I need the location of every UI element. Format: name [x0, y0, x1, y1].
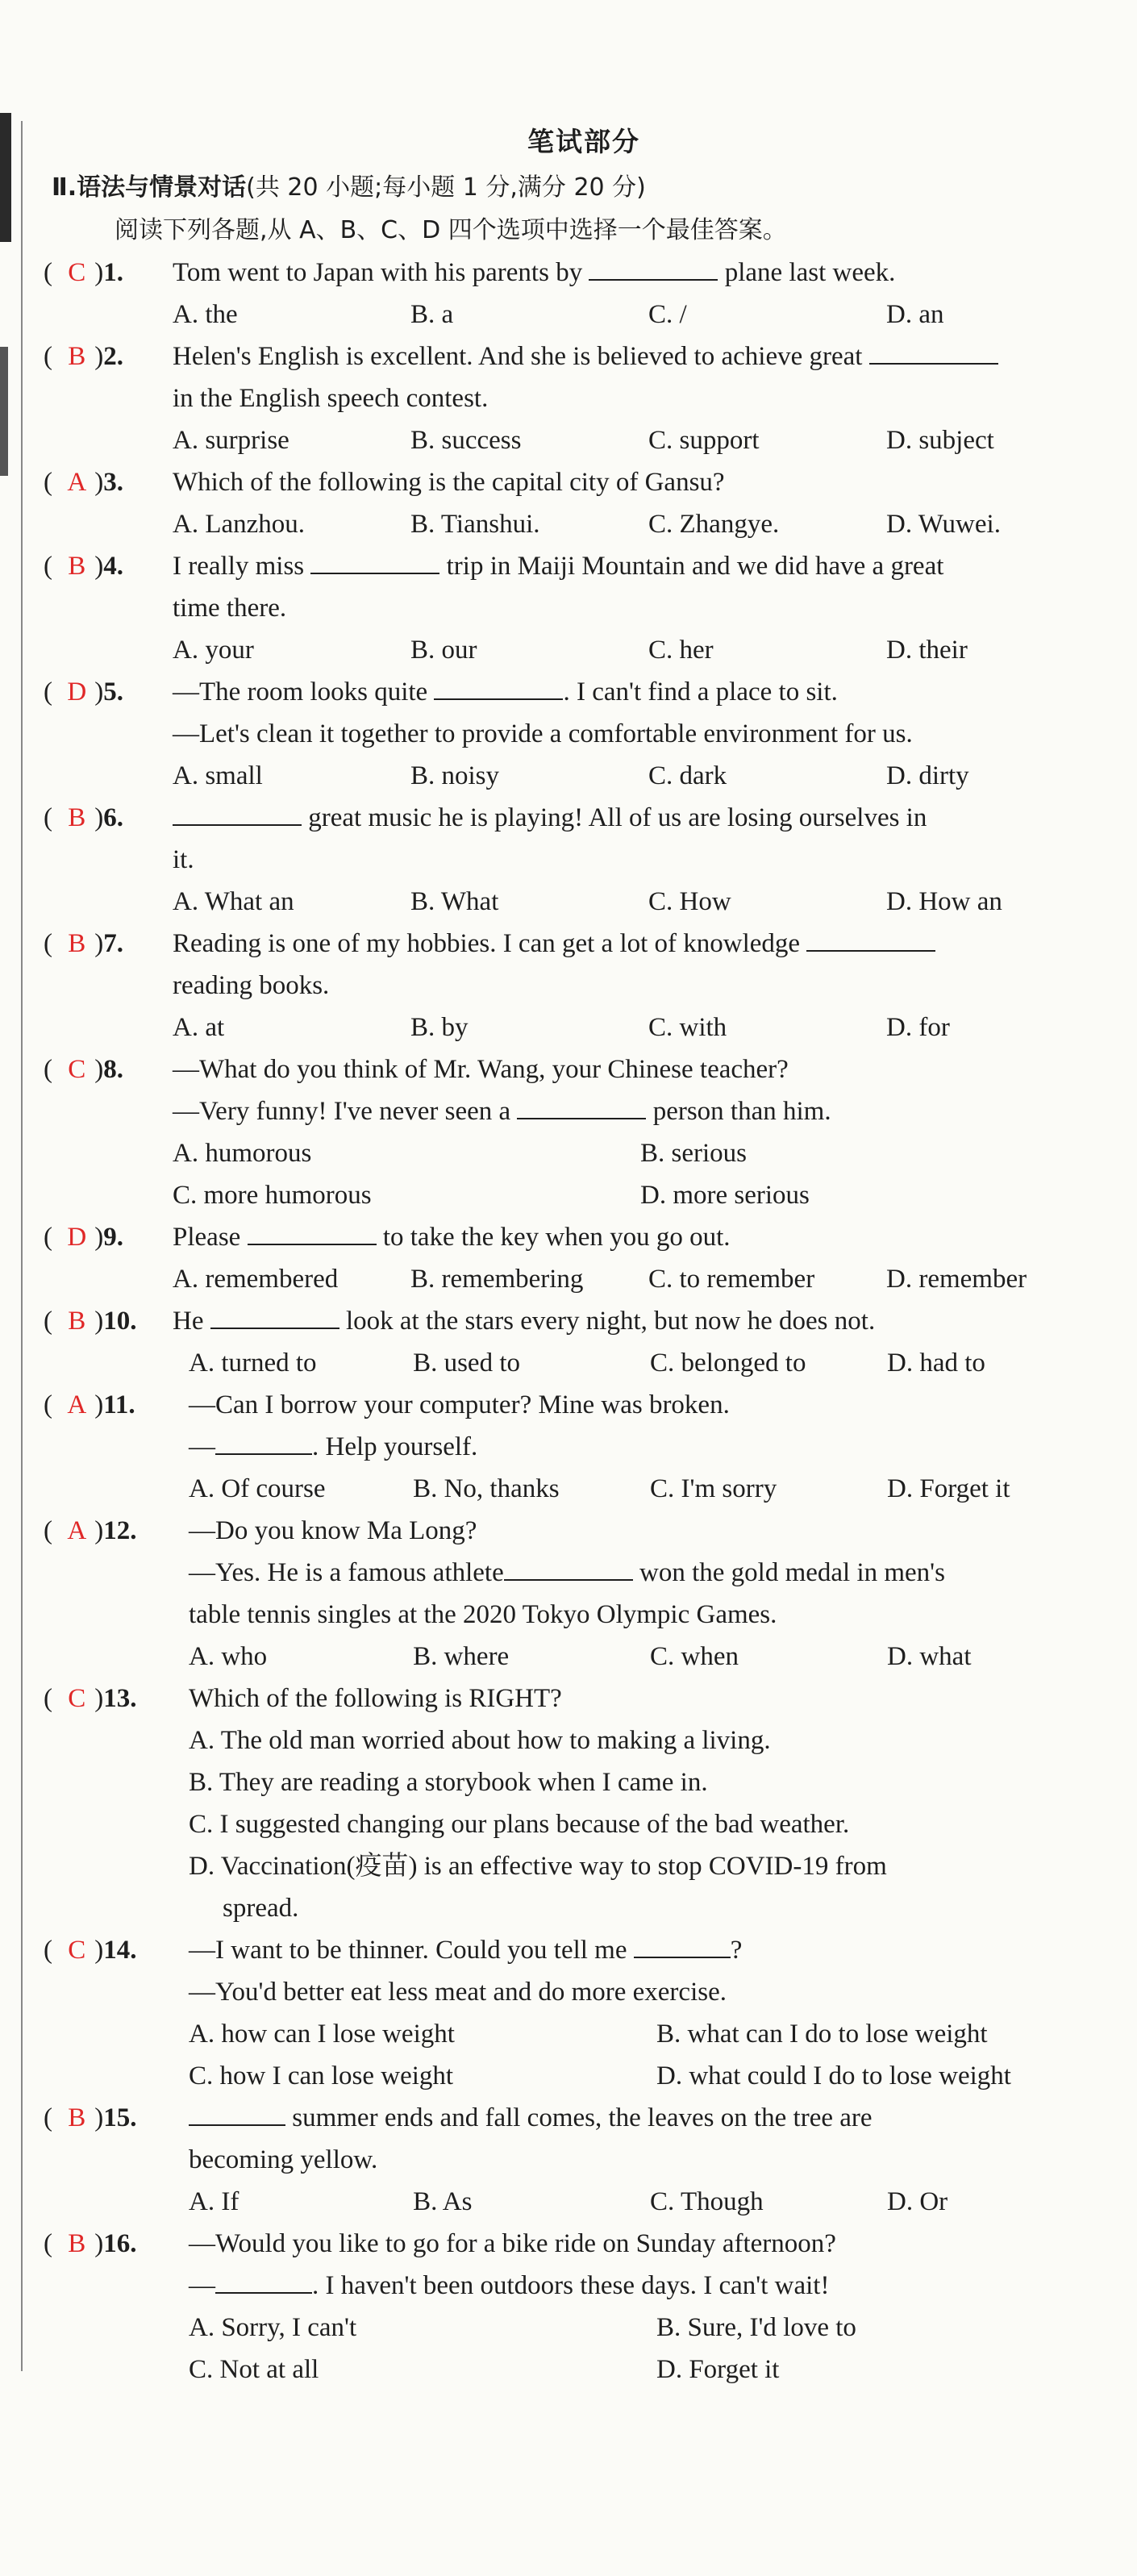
question-number: 10. [103, 1307, 137, 1336]
option: A. the [173, 300, 238, 329]
option: C. support [648, 426, 760, 455]
options [173, 503, 1124, 545]
answer-blank [210, 1303, 339, 1329]
option: C. Though [650, 2187, 764, 2216]
question-stem: He look at the stars every night, but now he does not. [173, 1300, 1124, 1342]
options [189, 2349, 1124, 2391]
options [173, 629, 1124, 671]
option: D. for [886, 1013, 950, 1042]
question-stem: —The room looks quite . I can't find a place to sit. [173, 671, 1124, 713]
question: ( B )2. Helen's English is excellent. And she is believed to achieve great in the English speech contest. A. surprise B. success C. support D. subject [44, 336, 1124, 461]
option: C. dark [648, 761, 727, 790]
answer-blank [504, 1555, 633, 1581]
question-stem: —I want to be thinner. Could you tell me ? [189, 1929, 1124, 1971]
answer-blank [517, 1094, 646, 1119]
question-number: 12. [103, 1516, 137, 1545]
section-note: (共 20 小题;每小题 1 分,满分 20 分) [246, 173, 646, 202]
question-number: 2. [103, 342, 123, 371]
option: A. The old man worried about how to making a living. [189, 1726, 771, 1755]
option: D. an [886, 300, 944, 329]
options [173, 1007, 1124, 1048]
answer-mark: B [68, 1307, 86, 1336]
question-number: 1. [103, 258, 123, 287]
option: D. their [886, 636, 968, 665]
question-stem: summer ends and fall comes, the leaves on the tree are [189, 2097, 1124, 2139]
option: D. subject [886, 426, 994, 455]
question-number: 9. [103, 1223, 123, 1252]
options [173, 881, 1124, 923]
answer-mark: B [68, 2103, 86, 2132]
question-stem: —What do you think of Mr. Wang, your Chinese teacher? [173, 1055, 789, 1084]
answer-mark: C [68, 258, 86, 287]
option: B. remembering [410, 1265, 584, 1294]
answer-mark: D [67, 1223, 87, 1252]
option: B. noisy [410, 761, 500, 790]
option: C. belonged to [650, 1348, 806, 1378]
binding-mark [0, 113, 11, 242]
answer-blank [248, 1219, 377, 1245]
binding-mark [0, 347, 8, 476]
question-stem: reading books. [173, 971, 330, 1000]
option: D. dirty [886, 761, 969, 790]
question-number: 14. [103, 1936, 137, 1965]
answer-mark: C [68, 1684, 86, 1713]
option: A. small [173, 761, 263, 790]
question-stem: —Yes. He is a famous athlete won the gold medal in men's [189, 1552, 1124, 1594]
page-title: 笔试部分 [527, 126, 640, 157]
question-stem: —Let's clean it together to provide a comfortable environment for us. [173, 719, 913, 748]
margin-rule [21, 121, 23, 2371]
options [173, 419, 1124, 461]
answer-mark: B [68, 929, 86, 958]
options [189, 1636, 1124, 1678]
instructions: 阅读下列各题,从 A、B、C、D 四个选项中选择一个最佳答案。 [115, 216, 787, 244]
question: ( C )13. Which of the following is RIGHT? A. The old man worried about how to making a living. B. They are reading a storybook when I came in. C. I suggested changing our plans because of the bad weather. D. Vaccination(疫苗) is an effective way to stop COVID-19 from spread. [44, 1678, 1124, 1929]
option: D. Vaccination(疫苗) is an effective way to stop COVID-19 from [189, 1852, 887, 1881]
options [173, 1258, 1124, 1300]
option: D. remember [886, 1265, 1027, 1294]
option: D. had to [887, 1348, 985, 1378]
answer-mark: A [67, 468, 87, 497]
question-stem: Reading is one of my hobbies. I can get a lot of knowledge [173, 923, 1124, 965]
option: B. a [410, 300, 454, 329]
option: A. Lanzhou. [173, 510, 306, 539]
option: A. turned to [189, 1348, 317, 1378]
answer-mark: B [68, 803, 86, 832]
answer-blank [634, 1932, 731, 1958]
question-stem: great music he is playing! All of us are losing ourselves in [173, 797, 1124, 839]
option: B. As [413, 2187, 473, 2216]
question-stem: Which of the following is RIGHT? [189, 1684, 562, 1713]
options [173, 1132, 1124, 1174]
question-stem: it. [173, 845, 194, 874]
option: D. How an [886, 887, 1002, 916]
option: C. Zhangye. [648, 510, 780, 539]
option: A. surprise [173, 426, 289, 455]
option: A. Of course [189, 1474, 326, 1503]
question-stem: Please to take the key when you go out. [173, 1216, 1124, 1258]
option: B. serious [640, 1139, 747, 1168]
answer-blank [869, 339, 998, 365]
question: ( C )8. —What do you think of Mr. Wang, your Chinese teacher? —Very funny! I've never seen a person than him. A. humorous B. serious C. more humorous D. more serious [44, 1048, 1124, 1216]
question: ( B )6. great music he is playing! All of us are losing ourselves in it. A. What an B. What C. How D. How an [44, 797, 1124, 923]
answer-blank [173, 800, 302, 826]
question: ( D )5. —The room looks quite . I can't find a place to sit. —Let's clean it together to provide a comfortable environment for us. A. small B. noisy C. dark D. dirty [44, 671, 1124, 797]
question: ( B )15. summer ends and fall comes, the leaves on the tree are becoming yellow. A. If B. As C. Though D. Or [44, 2097, 1124, 2223]
option: A. What an [173, 887, 294, 916]
option: C. Not at all [189, 2355, 319, 2384]
question-list [44, 252, 1124, 2391]
option: A. If [189, 2187, 239, 2216]
option: spread. [223, 1894, 299, 1923]
question-number: 15. [103, 2103, 137, 2132]
question-stem: —Do you know Ma Long? [189, 1516, 477, 1545]
answer-mark: A [67, 1516, 87, 1545]
question-stem: Which of the following is the capital city of Gansu? [173, 468, 725, 497]
answer-blank [310, 548, 439, 574]
option: B. Sure, I'd love to [656, 2313, 856, 2342]
question-number: 8. [103, 1055, 123, 1084]
question-stem: Helen's English is excellent. And she is believed to achieve great [173, 336, 1124, 377]
option: B. where [413, 1642, 510, 1671]
answer-blank [215, 2268, 312, 2294]
question-stem: I really miss trip in Maiji Mountain and we did have a great [173, 545, 1124, 587]
options [189, 2181, 1124, 2223]
answer-mark: A [67, 1390, 87, 1419]
question: ( A )11. —Can I borrow your computer? Mine was broken. — . Help yourself. A. Of course B. No, thanks C. I'm sorry D. Forget it [44, 1384, 1124, 1510]
option: C. her [648, 636, 714, 665]
answer-mark: B [68, 2229, 86, 2258]
option: B. success [410, 426, 522, 455]
option: C. / [648, 300, 687, 329]
option: B. by [410, 1013, 469, 1042]
question-stem: becoming yellow. [189, 2145, 378, 2174]
question-number: 11. [103, 1390, 135, 1419]
question: ( A )12. —Do you know Ma Long? —Yes. He is a famous athlete won the gold medal in men's table tennis singles at the 2020 Tokyo Olympic Games. A. who B. where C. when D. what [44, 1510, 1124, 1678]
question-number: 7. [103, 929, 123, 958]
option: D. what [887, 1642, 972, 1671]
question: ( B )7. Reading is one of my hobbies. I can get a lot of knowledge reading books. A. at B. by C. with D. for [44, 923, 1124, 1048]
answer-mark: C [68, 1936, 86, 1965]
question: ( B )4. I really miss trip in Maiji Mountain and we did have a great time there. A. your B. our C. her D. their [44, 545, 1124, 671]
question-number: 6. [103, 803, 123, 832]
section-title: Ⅱ.语法与情景对话 [52, 173, 247, 202]
option: B. What [410, 887, 499, 916]
options [189, 1468, 1124, 1510]
options [189, 1342, 1124, 1384]
option: A. humorous [173, 1139, 312, 1168]
question-stem: time there. [173, 594, 287, 623]
option: C. more humorous [173, 1181, 372, 1210]
options [173, 755, 1124, 797]
option: C. to remember [648, 1265, 815, 1294]
options [189, 2013, 1124, 2055]
option: B. No, thanks [413, 1474, 560, 1503]
question-stem: in the English speech contest. [173, 384, 489, 413]
answer-blank [434, 674, 563, 700]
question-stem: —Can I borrow your computer? Mine was broken. [189, 1390, 730, 1419]
question-stem: —You'd better eat less meat and do more exercise. [189, 1978, 727, 2007]
answer-blank [806, 926, 935, 952]
question: ( B )16. —Would you like to go for a bike ride on Sunday afternoon? — . I haven't been outdoors these days. I can't wait! A. Sorry, I can't B. Sure, I'd love to C. Not at all D. Forget it [44, 2223, 1124, 2391]
answer-blank [215, 1429, 312, 1455]
option: B. They are reading a storybook when I came in. [189, 1768, 708, 1797]
option: D. Forget it [656, 2355, 780, 2384]
question-number: 3. [103, 468, 123, 497]
option: A. who [189, 1642, 268, 1671]
question-number: 5. [103, 677, 123, 707]
option: C. How [648, 887, 731, 916]
answer-mark: B [68, 552, 86, 581]
question: ( C )1. Tom went to Japan with his parents by plane last week. A. the B. a C. / D. an [44, 252, 1124, 336]
option: D. more serious [640, 1181, 810, 1210]
option: A. Sorry, I can't [189, 2313, 357, 2342]
option: C. how I can lose weight [189, 2061, 454, 2090]
option: A. your [173, 636, 254, 665]
option: B. what can I do to lose weight [656, 2020, 988, 2049]
option: D. what could I do to lose weight [656, 2061, 1011, 2090]
options [173, 1174, 1124, 1216]
option: A. at [173, 1013, 225, 1042]
question: ( C )14. —I want to be thinner. Could you tell me ? —You'd better eat less meat and do more exercise. A. how can I lose weight B. what can I do to lose weight C. how I can lose weight D. what could I do to lose weight [44, 1929, 1124, 2097]
answer-mark: D [67, 677, 87, 707]
option: B. Tianshui. [410, 510, 540, 539]
option: C. when [650, 1642, 739, 1671]
question-stem: Tom went to Japan with his parents by plane last week. [173, 252, 1124, 294]
question-stem: table tennis singles at the 2020 Tokyo Olympic Games. [189, 1600, 777, 1629]
section-heading [52, 167, 646, 202]
option: A. remembered [173, 1265, 339, 1294]
option: D. Forget it [887, 1474, 1010, 1503]
options [173, 294, 1124, 336]
question-stem: —Very funny! I've never seen a person than him. [173, 1090, 1124, 1132]
question-stem: — . I haven't been outdoors these days. I can't wait! [189, 2265, 1124, 2307]
question-number: 13. [103, 1684, 137, 1713]
answer-mark: C [68, 1055, 86, 1084]
option: B. used to [413, 1348, 520, 1378]
option: C. I suggested changing our plans because of the bad weather. [189, 1810, 850, 1839]
question-stem: — . Help yourself. [189, 1426, 1124, 1468]
answer-mark: B [68, 342, 86, 371]
option: D. Or [887, 2187, 948, 2216]
answer-blank [189, 2100, 285, 2126]
question: ( A )3. Which of the following is the capital city of Gansu? A. Lanzhou. B. Tianshui. C. Zhangye. D. Wuwei. [44, 461, 1124, 545]
question-stem: —Would you like to go for a bike ride on Sunday afternoon? [189, 2229, 836, 2258]
option: C. I'm sorry [650, 1474, 777, 1503]
question: ( B )10. He look at the stars every night, but now he does not. A. turned to B. used to C. belonged to D. had to [44, 1300, 1124, 1384]
option: D. Wuwei. [886, 510, 1001, 539]
option: A. how can I lose weight [189, 2020, 455, 2049]
option: B. our [410, 636, 477, 665]
question-number: 4. [103, 552, 123, 581]
question-number: 16. [103, 2229, 137, 2258]
options [189, 2307, 1124, 2349]
answer-blank [589, 255, 718, 281]
question: ( D )9. Please to take the key when you go out. A. remembered B. remembering C. to remember D. remember [44, 1216, 1124, 1300]
option: C. with [648, 1013, 727, 1042]
options [189, 2055, 1124, 2097]
